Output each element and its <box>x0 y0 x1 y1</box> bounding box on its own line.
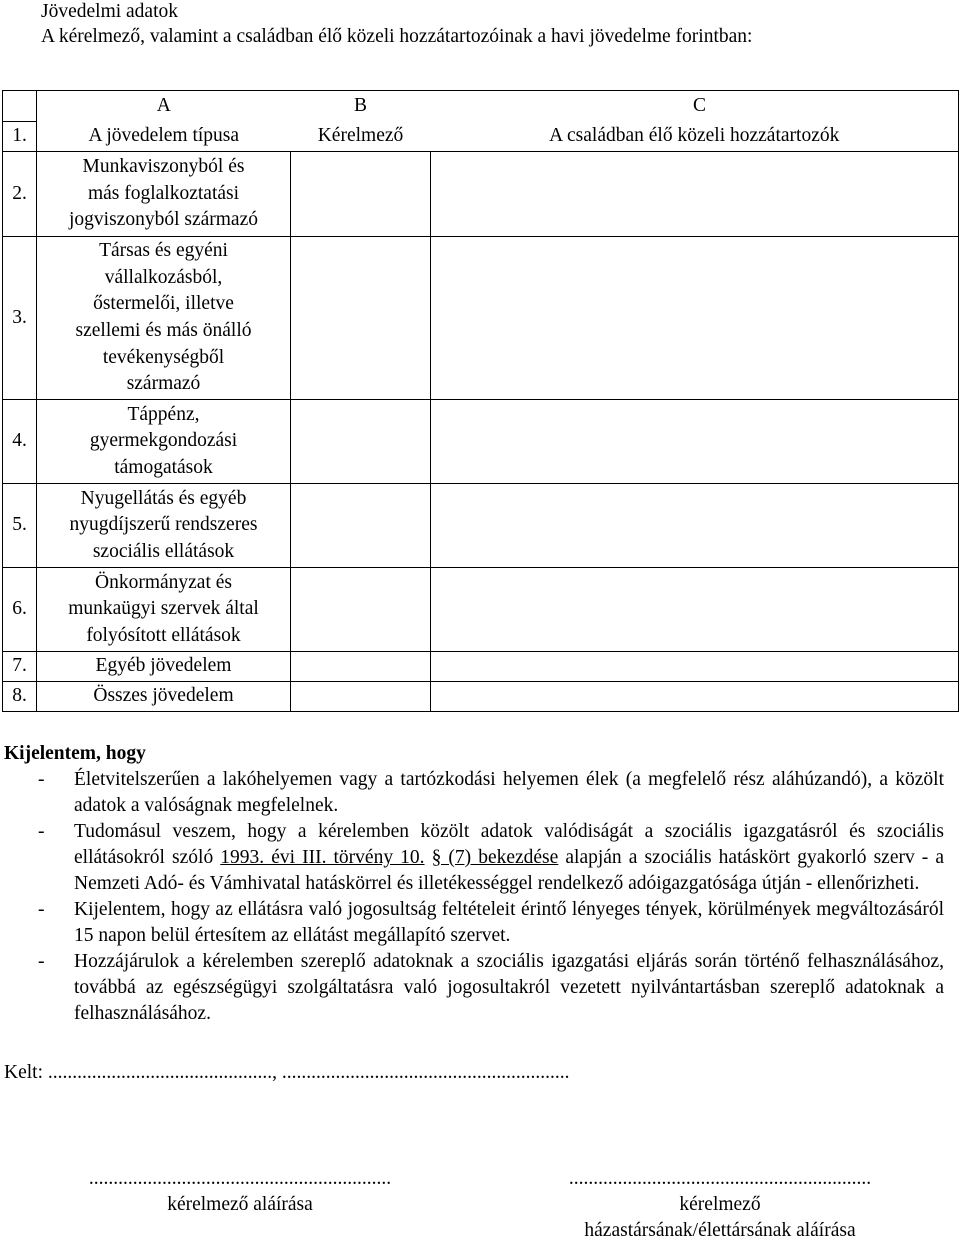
relatives-amount-cell[interactable] <box>431 484 959 568</box>
row-number: 1. <box>3 122 37 152</box>
kelt-line: Kelt: .............................................., ........................................................... <box>4 1062 570 1083</box>
header-applicant: Kérelmező <box>291 122 431 152</box>
income-type-label <box>37 400 291 484</box>
income-type-label <box>37 652 291 682</box>
income-type-label <box>37 484 291 568</box>
declaration-text: Hozzájárulok a kérelemben szereplő adatoknak a szociális igazgatási eljárás során történő felhasználásához, továbbá az egészségügyi szolgáltatásra való jogosultakról vezetett nyilvántartásban szereplő adatoknak a felhasználásához. <box>74 951 944 1024</box>
applicant-amount-cell[interactable] <box>291 484 431 568</box>
applicant-amount-cell[interactable] <box>291 400 431 484</box>
declaration-item <box>4 819 944 897</box>
label-line: őstermelői, illetve <box>93 293 234 315</box>
label-line: folyósított ellátások <box>86 624 241 646</box>
signature-dots: .............................................................. <box>568 1168 872 1189</box>
relatives-amount-cell[interactable] <box>431 652 959 682</box>
section-subtitle: A kérelmező, valamint a családban élő közeli hozzátartozóinak a havi jövedelme forintban: <box>41 26 753 47</box>
bullet-dash: - <box>38 951 45 972</box>
label-line: Nyugellátás és egyéb <box>80 487 247 509</box>
signature-label: kérelmező <box>679 1194 761 1215</box>
table-row <box>3 652 959 682</box>
declaration-section <box>4 741 944 1027</box>
label-line: gyermekgondozási <box>89 430 238 452</box>
row-number: 8. <box>3 682 37 712</box>
declaration-text: Életvitelszerűen a lakóhelyemen vagy a tartózkodási helyemen élek (a megfelelő rész aláhúzandó), a közölt adatok a valóságnak megfelelnek. <box>74 769 944 816</box>
income-type-label <box>37 568 291 652</box>
table-row <box>3 400 959 484</box>
label-line: Önkormányzat és <box>95 571 232 593</box>
label-line: jogviszonyból származó <box>69 209 258 231</box>
row-number: 2. <box>3 152 37 237</box>
row-number: 7. <box>3 652 37 682</box>
header-relatives: A családban élő közeli hozzátartozók <box>431 122 959 152</box>
row-number: 6. <box>3 568 37 652</box>
table-row <box>3 152 959 237</box>
spouse-signature-block <box>500 1166 940 1244</box>
row-number: 4. <box>3 400 37 484</box>
row-number: 5. <box>3 484 37 568</box>
signature-label: házastársának/élettársának aláírása <box>584 1220 856 1241</box>
label-line: nyugdíjszerű rendszeres <box>69 514 258 536</box>
table-row <box>3 237 959 400</box>
applicant-amount-cell[interactable] <box>291 152 431 237</box>
label-line: Társas és egyéni <box>99 240 228 262</box>
table-row <box>3 484 959 568</box>
label-line: támogatások <box>114 456 213 478</box>
paragraph-reference-link[interactable]: § (7) bekezdése <box>431 847 559 868</box>
label-line: vállalkozásból, <box>104 266 223 288</box>
declaration-item <box>4 949 944 1027</box>
income-type-label <box>37 152 291 237</box>
label-line: Egyéb jövedelem <box>95 655 232 677</box>
declaration-title: Kijelentem, hogy <box>4 743 146 764</box>
col-letter-a: A <box>37 91 291 122</box>
declaration-item <box>4 767 944 819</box>
income-table <box>2 90 959 712</box>
relatives-amount-cell[interactable] <box>431 400 959 484</box>
row-number: 3. <box>3 237 37 400</box>
applicant-amount-cell[interactable] <box>291 682 431 712</box>
label-line: szellemi és más önálló <box>75 320 252 341</box>
signature-dots: .............................................................. <box>88 1168 392 1189</box>
label-line: Táppénz, <box>127 403 200 425</box>
header-income-type: A jövedelem típusa <box>37 122 291 152</box>
label-line: származó <box>126 373 201 395</box>
text-fragment <box>425 847 432 868</box>
table-cell-empty <box>3 91 37 122</box>
table-row <box>3 682 959 712</box>
applicant-signature-block <box>20 1166 460 1218</box>
table-header-row <box>3 122 959 152</box>
label-line: más foglalkoztatási <box>87 182 240 204</box>
declaration-item <box>4 897 944 949</box>
label-line: szociális ellátások <box>92 540 235 562</box>
label-line: tevékenységből <box>102 346 225 368</box>
relatives-amount-cell[interactable] <box>431 237 959 400</box>
applicant-amount-cell[interactable] <box>291 237 431 400</box>
bullet-dash: - <box>38 821 45 842</box>
label-line: munkaügyi szervek által <box>68 598 259 620</box>
declaration-text <box>74 819 944 897</box>
table-letter-row <box>3 91 959 122</box>
label-line: Összes jövedelem <box>93 685 234 707</box>
text-fragment: alapján a szociális hatáskört gyakorló szerv - a Nemzeti Adó- és Vámhivatal hatáskörrel és illetékességgel rendelkező adóigazgatósága útján - ellenőrizheti. <box>74 847 944 894</box>
relatives-amount-cell[interactable] <box>431 682 959 712</box>
relatives-amount-cell[interactable] <box>431 568 959 652</box>
text-fragment: Tudomásul veszem, hogy a kérelemben közölt adatok valódiságát a szociális igazgatásról és szociális ellátásokról szóló <box>74 821 944 868</box>
law-reference-link[interactable]: 1993. évi III. törvény 10. <box>220 847 425 868</box>
section-title: Jövedelmi adatok <box>41 1 179 22</box>
applicant-amount-cell[interactable] <box>291 568 431 652</box>
label-line: Munkaviszonyból és <box>82 156 245 178</box>
col-letter-c: C <box>431 91 959 122</box>
bullet-dash: - <box>38 769 45 790</box>
col-letter-b: B <box>291 91 431 122</box>
income-type-label <box>37 237 291 400</box>
income-type-label <box>37 682 291 712</box>
declaration-text: Kijelentem, hogy az ellátásra való jogosultság feltételeit érintő lényeges tények, körülmények megváltozásáról 15 napon belül értesítem az ellátást megállapító szervet. <box>74 899 944 946</box>
bullet-dash: - <box>38 899 45 920</box>
signature-label: kérelmező aláírása <box>167 1194 313 1215</box>
applicant-amount-cell[interactable] <box>291 652 431 682</box>
table-row <box>3 568 959 652</box>
relatives-amount-cell[interactable] <box>431 152 959 237</box>
